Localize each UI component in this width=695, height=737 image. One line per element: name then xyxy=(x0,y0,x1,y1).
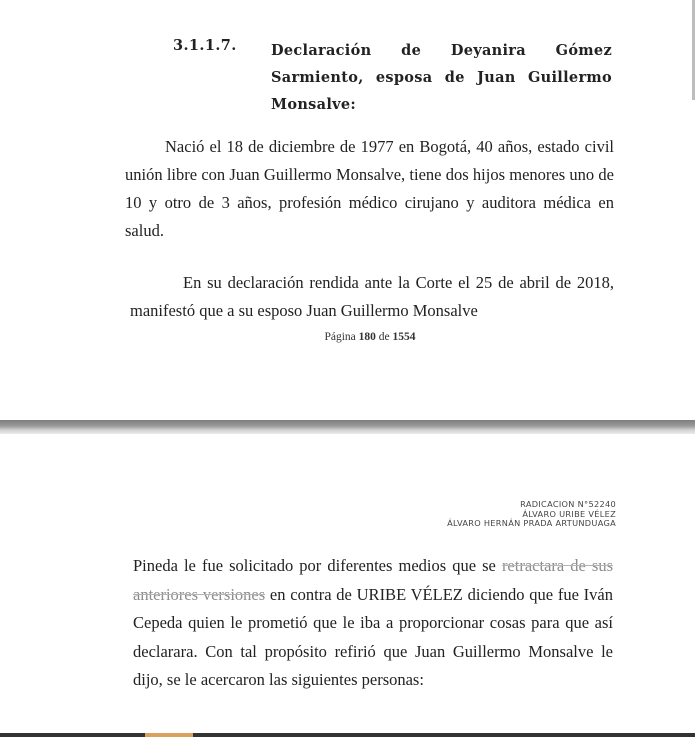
footer-prefix: Página xyxy=(324,331,356,343)
case-radicacion: RADICACION N°52240 xyxy=(520,499,616,509)
bottom-border xyxy=(0,733,695,737)
case-party-2: ÁLVARO HERNÁN PRADA ARTUNDUAGA xyxy=(447,518,616,528)
paragraph-declaration: En su declaración rendida ante la Corte el 25 de abril de 2018, manifestó que a su esposo Juan Guillermo Monsalve xyxy=(130,273,614,320)
footer-page-number: 180 xyxy=(358,331,376,343)
paragraph-birth-details: Nació el 18 de diciembre de 1977 en Bogotá, 40 años, estado civil unión libre con Juan Guillermo Monsalve, tiene dos hijos menores uno de 10 y otro de 3 años, profesión médico cirujano y auditora médica en salud. xyxy=(125,137,614,240)
bottom-tab-indicator xyxy=(145,733,193,737)
section-number: 3.1.1.7. xyxy=(173,37,237,54)
document-page-181 xyxy=(0,434,695,737)
paragraph-start: Pineda le fue solicitado por diferentes medios que se xyxy=(133,556,496,575)
footer-total-pages: 1554 xyxy=(392,331,416,343)
footer-connector: de xyxy=(378,331,390,343)
paragraph-rest: en contra de URIBE VÉLEZ diciendo que fue Iván Cepeda quien le prometió que le iba a proporcionar cosas para que así declarara. Con tal propósito refirió que Juan Guillermo Monsalve le dijo, se le acercaron las siguientes personas: xyxy=(133,584,613,689)
case-header xyxy=(447,500,616,529)
paragraph-faded-text: retractara de sus anteriores versiones xyxy=(133,556,614,604)
page-separator xyxy=(0,420,695,434)
section-heading: Declaración de Deyanira Gómez Sarmiento, esposa de Juan Guillermo Monsalve: xyxy=(271,42,612,113)
paragraph-retraction xyxy=(133,552,613,695)
page-footer xyxy=(0,331,695,343)
case-party-1: ÁLVARO URIBE VÉLEZ xyxy=(522,508,616,519)
